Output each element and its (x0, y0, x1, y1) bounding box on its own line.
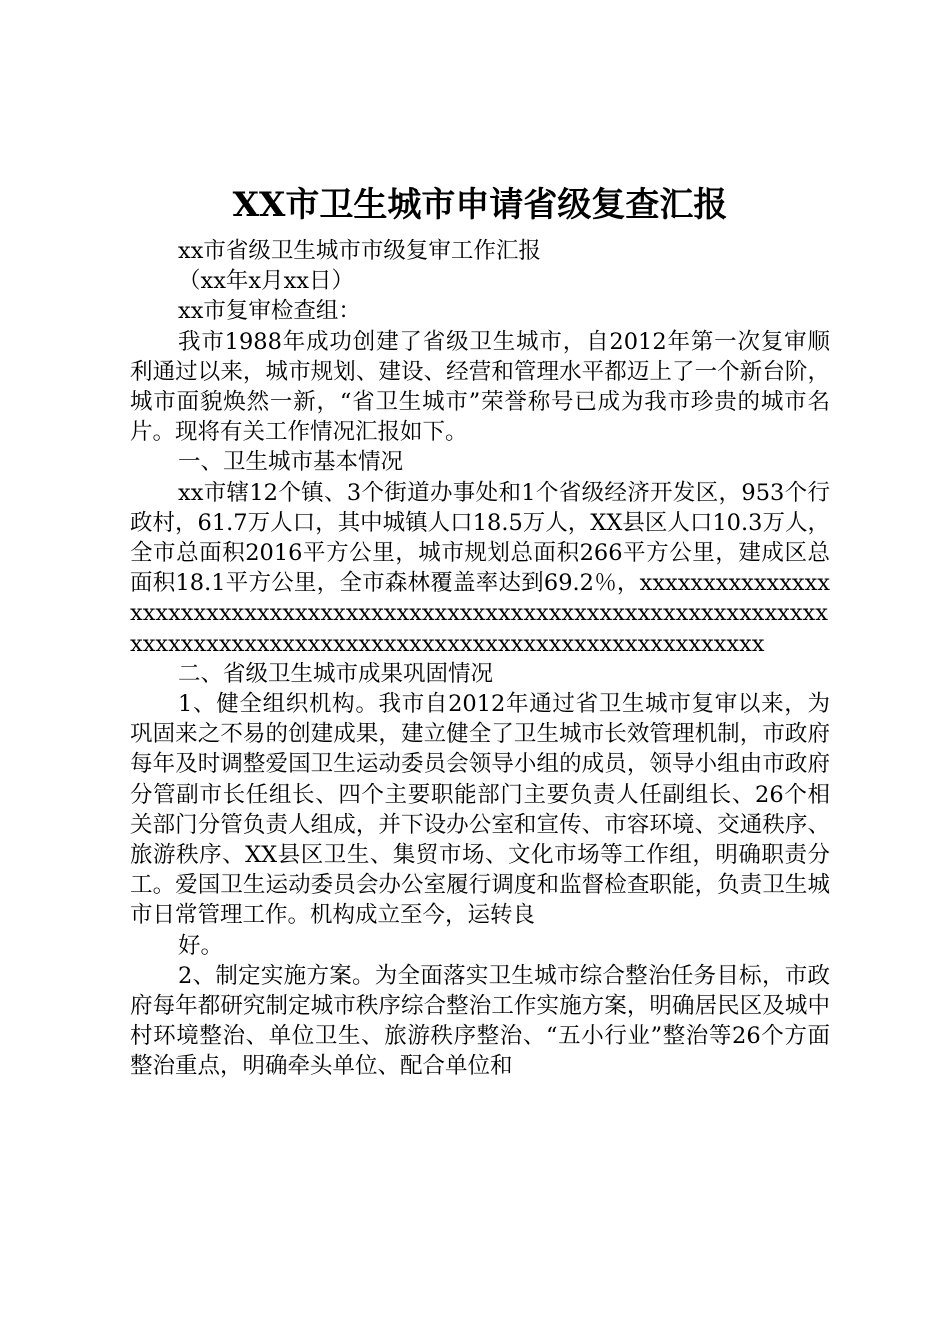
organization-paragraph: 1、健全组织机构。我市自2012年通过省卫生城市复审以来，为巩固来之不易的创建成果，建立健全了卫生城市长效管理机制，市政府每年及时调整爱国卫生运动委员会领导小组的成员，领导小组由市政府分管副市长任组长、四个主要职能部门主要负责人任副组长、26个相关部门分管负责人组成，并下设办公室和宣传、市容环境、交通秩序、旅游秩序、XX县区卫生、集贸市场、文化市场等工作组，明确职责分工。爱国卫生运动委员会办公室履行调度和监督检查职能，负责卫生城市日常管理工作。机构成立至今，运转良 (130, 691, 830, 929)
plan-paragraph: 2、制定实施方案。为全面落实卫生城市综合整治任务目标，市政府每年都研究制定城市秩序综合整治工作实施方案，明确居民区及城中村环境整治、单位卫生、旅游秩序整治、“五小行业”整治等26个方面整治重点，明确牵头单位、配合单位和 (130, 962, 830, 1080)
organization-paragraph-end: 好。 (178, 932, 224, 959)
document-title: XX市卫生城市申请省级复查汇报 (232, 185, 728, 225)
report-subtitle: xx市省级卫生城市市级复审工作汇报 (178, 238, 541, 264)
document-body (130, 236, 830, 1082)
report-date: （xx年x月xx日） (178, 268, 354, 295)
section-heading-2: 二、省级卫生城市成果巩固情况 (178, 660, 494, 687)
report-addressee: xx市复审检查组： (178, 298, 361, 325)
intro-paragraph: 我市1988年成功创建了省级卫生城市，自2012年第一次复审顺利通过以来，城市规划、建设、经营和管理水平都迈上了一个新台阶，城市面貌焕然一新，“省卫生城市”荣誉称号已成为我市珍贵的城市名片。现将有关工作情况汇报如下。 (130, 328, 830, 446)
basic-info-paragraph: xx市辖12个镇、3个街道办事处和1个省级经济开发区，953个行政村，61.7万人口，其中城镇人口18.5万人，XX县区人口10.3万人，全市总面积2016平方公里，城市规划总面积266平方公里，建成区总面积18.1平方公里，全市森林覆盖率达到69.2％，xxxxxxxxxxxxxxxxxxxxxxxxxxxxxxxxxxxxxxxxxxxxxxxxxxxxxxxxxxxxxxxxxxxxxxxxxxxxxxxxxxxxxxxxxxxxxxxxxxxxxxxxxxxxxxxxxxxxxxxx (130, 479, 830, 657)
section-heading-1: 一、卫生城市基本情况 (178, 449, 404, 476)
